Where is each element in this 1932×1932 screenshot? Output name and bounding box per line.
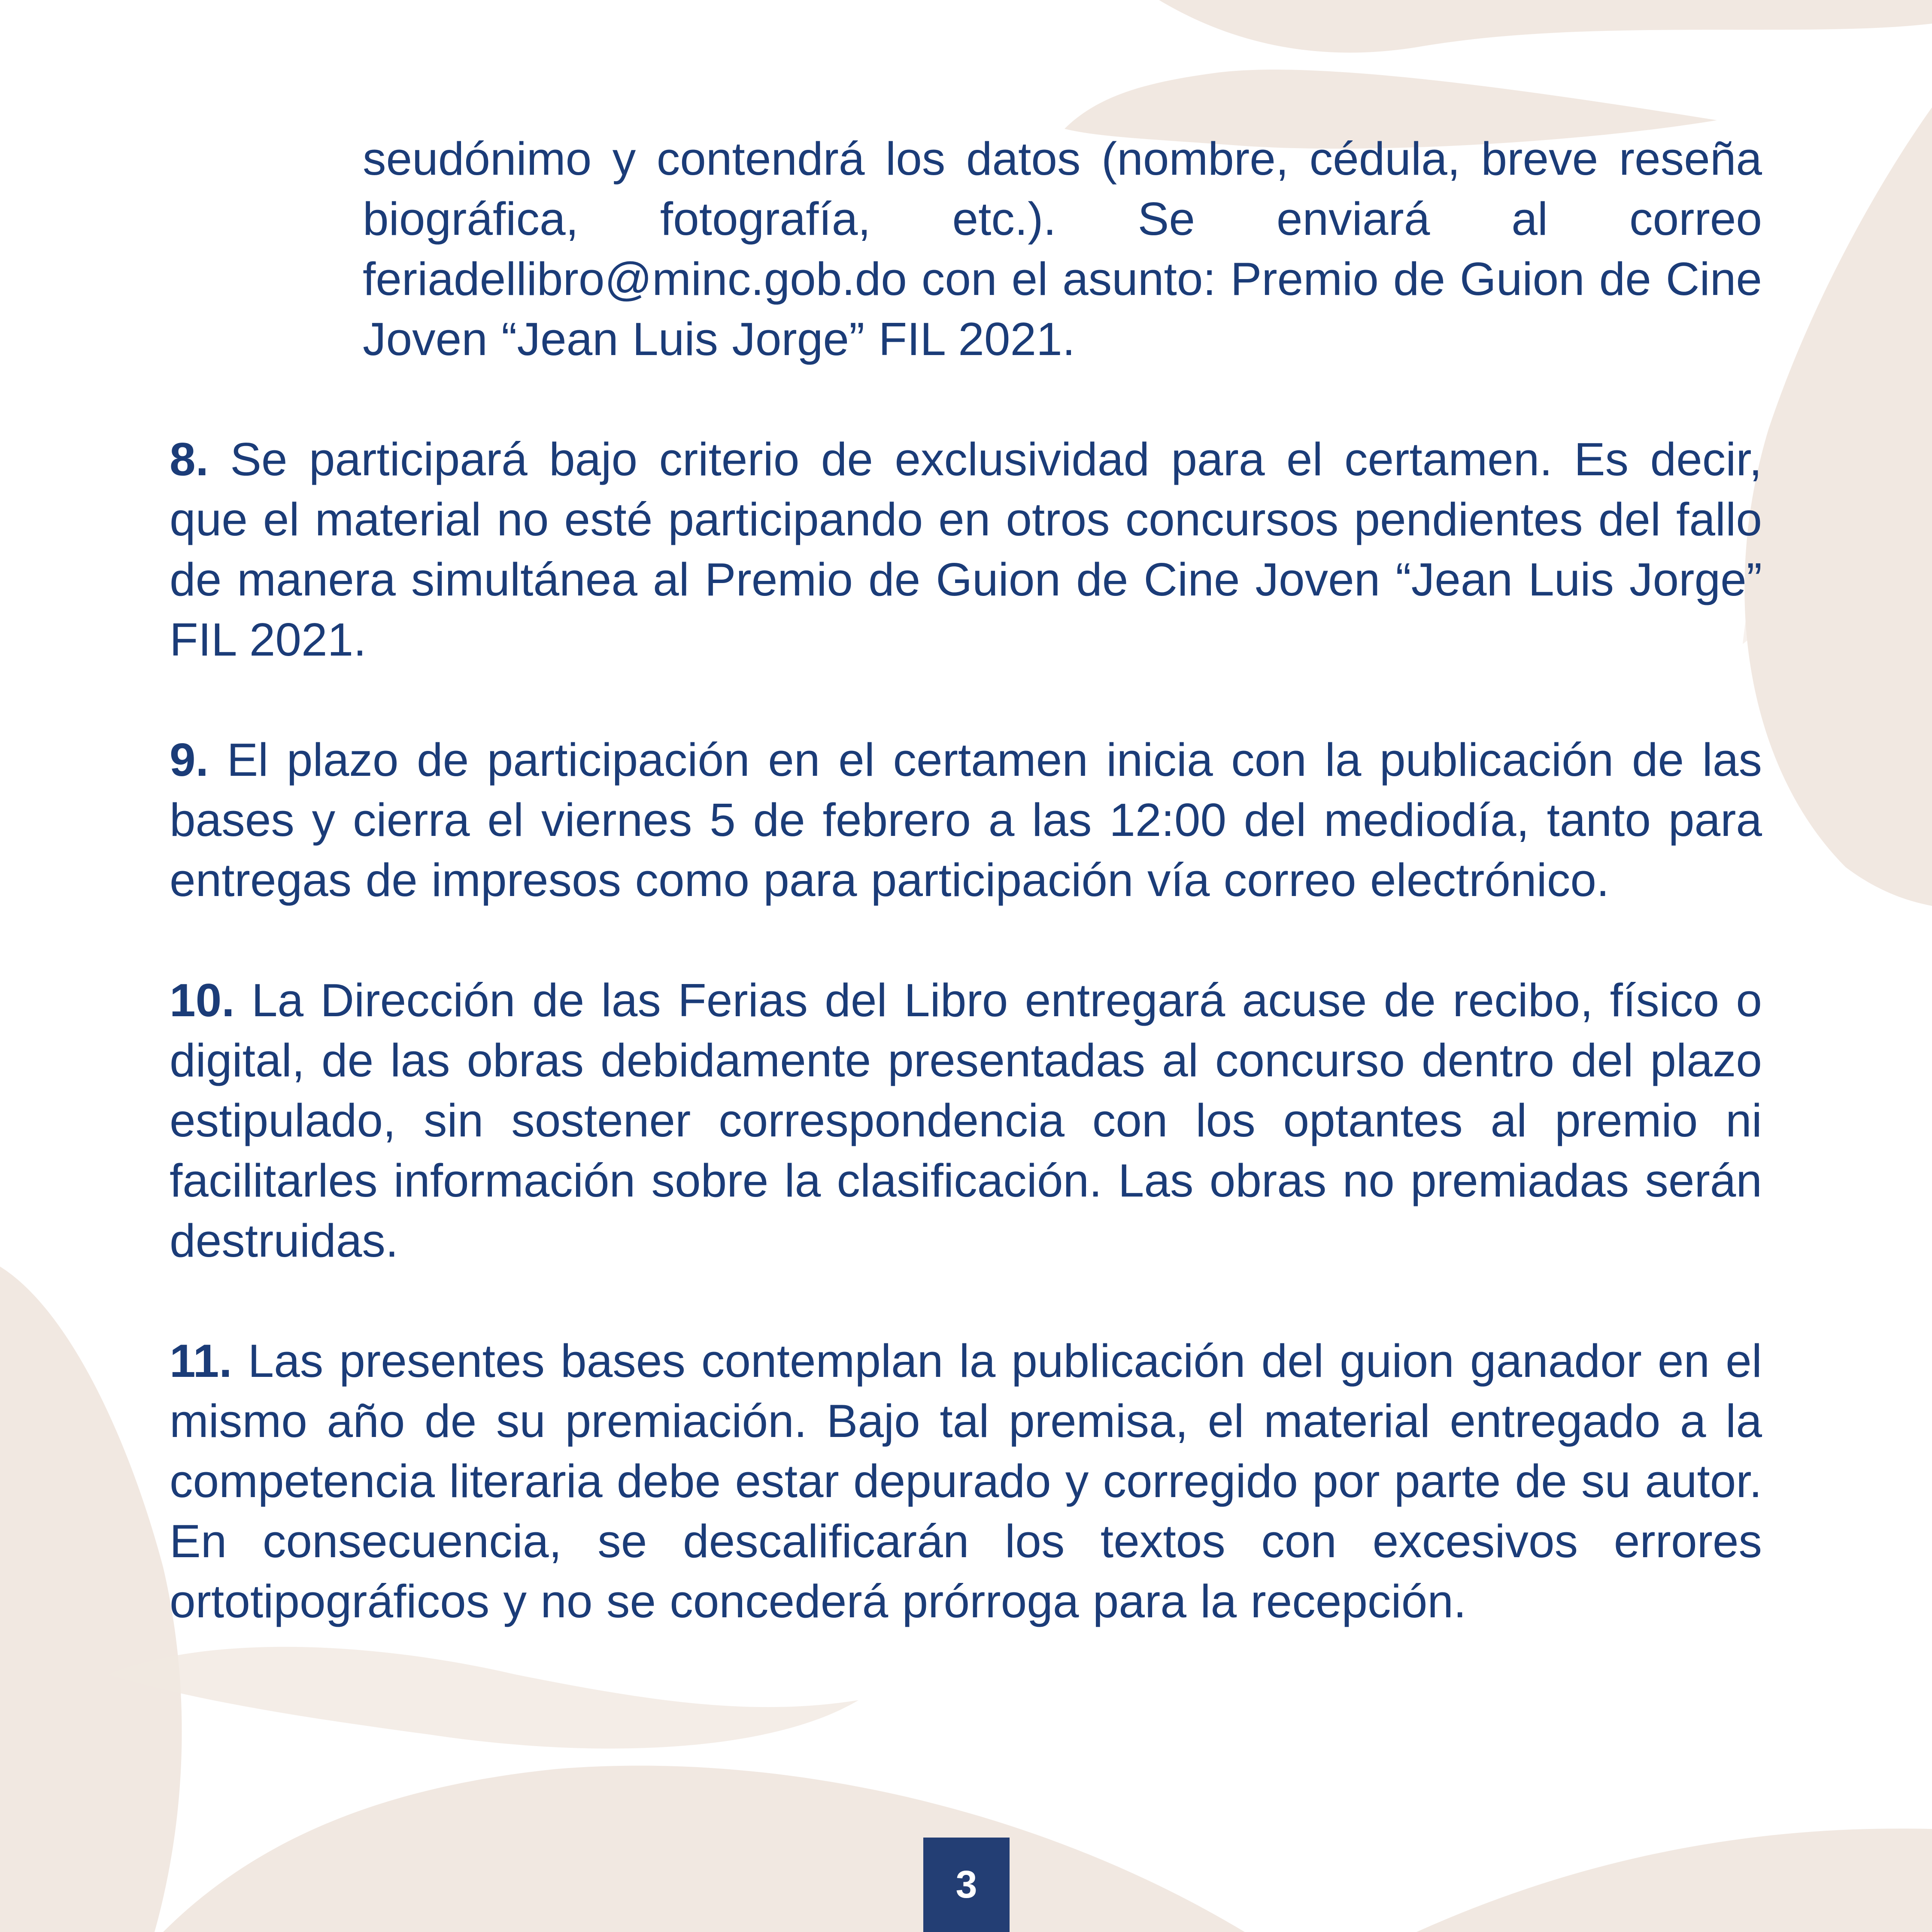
paragraph-text: Las presentes bases contemplan la publicación del guion ganador en el mismo año de su premiación. Bajo tal premisa, el material entregado a la competencia literaria debe estar depurado y corregido por parte de su autor. En consecuencia, se descalificarán los textos con excesivos errores ortotipográficos y no se concederá prórroga para la recepción. (170, 1335, 1762, 1628)
paragraph-11 (170, 1331, 1762, 1631)
document-body (170, 129, 1762, 1692)
paragraph-continuation (363, 129, 1762, 369)
decor-leaf-top (1159, 0, 1932, 53)
paragraph-10 (170, 970, 1762, 1271)
paragraph-9 (170, 730, 1762, 910)
paragraph-text: El plazo de participación en el certamen inicia con la publicación de las bases y cierra el viernes 5 de febrero a las 12:00 del mediodía, tanto para entregas de impresos como para participación vía correo electrónico. (170, 734, 1762, 906)
paragraph-8 (170, 429, 1762, 670)
page-number: 3 (955, 1863, 977, 1906)
paragraph-text: La Dirección de las Ferias del Libro entregará acuse de recibo, físico o digital, de las obras debidamente presentadas al concurso dentro del plazo estipulado, sin sostener correspondencia con los optantes al premio ni facilitarles información sobre la clasificación. Las obras no premiadas serán destruidas. (170, 974, 1762, 1267)
paragraph-number: 8. (170, 433, 209, 486)
page-number-badge (923, 1838, 1010, 1932)
paragraph-number: 11. (170, 1335, 232, 1387)
paragraph-text: seudónimo y contendrá los datos (nombre, cédula, breve reseña biográfica, fotografía, etc.). Se enviará al correo feriadellibro@minc.gob.do con el asunto: Premio de Guion de Cine Joven “Jean Luis Jorge” FIL 2021. (363, 133, 1762, 365)
paragraph-number: 9. (170, 734, 209, 786)
paragraph-number: 10. (170, 974, 235, 1027)
paragraph-text: Se participará bajo criterio de exclusividad para el certamen. Es decir, que el material no esté participando en otros concursos pendientes del fallo de manera simultánea al Premio de Guion de Cine Joven “Jean Luis Jorge” FIL 2021. (170, 433, 1762, 666)
